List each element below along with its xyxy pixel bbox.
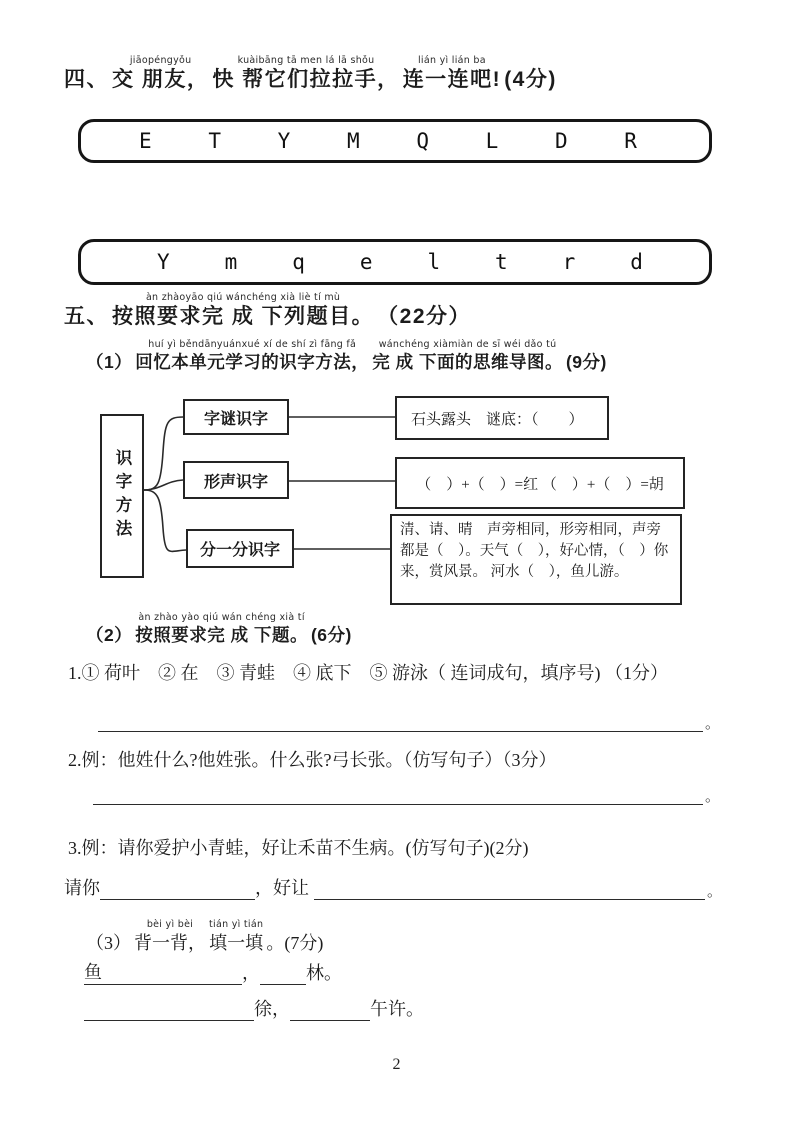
page-number: 2 xyxy=(392,1056,401,1073)
letter-upper: Q xyxy=(416,129,429,153)
part3-seg1 xyxy=(134,920,206,954)
part2-heading xyxy=(86,613,352,646)
part3-heading xyxy=(86,920,323,954)
mindmap-branch3-box xyxy=(186,529,294,568)
part1-heading xyxy=(86,340,607,373)
letter-lower: Y xyxy=(157,250,170,274)
hanzi: 完 成 下面的思维导图。 xyxy=(372,351,563,372)
pinyin: àn zhào yào qiú wán chéng xià tí xyxy=(138,612,305,623)
part2-item2: 2.例：他姓什么?他姓张。什么张?弓长张。（仿写句子）（3分） xyxy=(68,750,557,770)
letter-upper: Y xyxy=(277,129,291,153)
line2-end: 午许。 xyxy=(370,999,424,1019)
mindmap-answer1-box xyxy=(395,396,609,440)
letter-lower: m xyxy=(224,250,238,274)
branch1-label: 字谜识字 xyxy=(203,410,268,428)
line2-mid: 徐， xyxy=(254,999,290,1019)
section5-title xyxy=(64,293,471,329)
letter-upper: T xyxy=(208,129,221,153)
pinyin: wánchéng xiàmiàn de sī wéi dǎo tú xyxy=(378,339,557,350)
pinyin: bèi yì bèi xyxy=(146,919,194,930)
section4-title-seg2 xyxy=(212,56,399,92)
part3-line1 xyxy=(84,958,342,985)
period-mark: 。 xyxy=(704,716,720,732)
part2-fill-row xyxy=(64,874,722,900)
part1-seg1 xyxy=(135,340,369,373)
period-mark: 。 xyxy=(704,789,720,805)
line1-start: 鱼 xyxy=(84,958,102,985)
fill-prefix: 请你 xyxy=(64,878,100,898)
letter-upper: E xyxy=(139,129,152,153)
pinyin: huí yì běndānyuánxué xí de shí zì fāng fǎ xyxy=(148,339,357,350)
letter-lower: q xyxy=(292,250,305,274)
part2-seg xyxy=(135,613,308,646)
answer-blank-2 xyxy=(93,781,720,805)
answer-underline xyxy=(102,961,242,985)
part3-line2 xyxy=(84,995,424,1021)
part1-score: (9分) xyxy=(565,351,607,372)
letter-lower: r xyxy=(562,250,576,274)
section4-title xyxy=(64,56,557,92)
part3-score: 。(7分) xyxy=(266,932,324,953)
answer-underline xyxy=(93,781,703,805)
hanzi: 快 帮它们拉拉手， xyxy=(212,67,400,91)
answer-underline xyxy=(314,876,705,900)
answer-underline xyxy=(98,708,703,732)
mindmap-branch2-box xyxy=(183,461,289,499)
pinyin: jiāopéngyǒu xyxy=(129,55,192,66)
letter-lower: l xyxy=(427,250,441,274)
letter-upper: M xyxy=(346,129,360,153)
letter-lower: d xyxy=(630,250,643,274)
part2-number: （2） xyxy=(86,624,133,645)
answer3-text: 清、请、晴 声旁相同，形旁相同，声旁都是（ ）。天气（ ），好心情，（ ）你来，赏风景。 河水（ ），鱼儿游。 xyxy=(400,522,669,581)
mindmap-answer2-box xyxy=(395,457,685,509)
answer2-text: （ ）+（ ）=红 （ ）+（ ）=胡 xyxy=(416,476,664,493)
answer-underline xyxy=(100,876,255,900)
part2-item1: 1.① 荷叶 ② 在 ③ 青蛙 ④ 底下 ⑤ 游泳（ 连词成句，填序号) （1分） xyxy=(68,663,668,683)
mindmap-answer3-box xyxy=(390,514,682,605)
section4-title-seg1 xyxy=(112,56,209,92)
line1-comma: ， xyxy=(242,963,260,983)
letter-lower: t xyxy=(495,250,508,274)
lowercase-letters-box xyxy=(78,239,712,285)
pinyin: kuàibāng tā men lá lā shǒu xyxy=(237,55,375,66)
answer-underline xyxy=(84,997,254,1021)
section4-score: (4分) xyxy=(504,67,557,91)
hanzi: 回忆本单元学习的识字方法， xyxy=(135,351,370,372)
uppercase-letters-box xyxy=(78,119,712,163)
period-mark: 。 xyxy=(706,884,722,900)
part3-seg2 xyxy=(209,920,263,954)
section4-title-seg3 xyxy=(403,56,502,92)
part2-score: (6分) xyxy=(310,624,352,645)
answer-underline xyxy=(260,961,306,985)
mindmap-branch1-box xyxy=(183,399,289,435)
branch3-label: 分一分识字 xyxy=(199,542,280,559)
line1-end: 林。 xyxy=(306,963,342,983)
part1-number: （1） xyxy=(86,351,133,372)
section5-number: 五、 xyxy=(64,304,109,328)
hanzi: 按照要求完 成 下列题目。 xyxy=(112,304,375,328)
letter-upper: L xyxy=(485,129,499,153)
pinyin: tián yì tián xyxy=(209,919,264,930)
section5-title-seg xyxy=(112,293,374,329)
answer1-text: 石头露头 谜底：（ ） xyxy=(411,411,584,428)
letter-lower: e xyxy=(359,250,373,274)
part1-seg2 xyxy=(372,340,563,373)
hanzi: 交 朋友， xyxy=(112,67,210,91)
pinyin: àn zhàoyāo qiú wánchéng xià liè tí mù xyxy=(145,292,341,303)
section5-score: （22分） xyxy=(377,304,472,328)
hanzi: 填一填 xyxy=(209,932,264,953)
part2-item3: 3.例：请你爱护小青蛙，好让禾苗不生病。(仿写句子)(2分) xyxy=(68,838,529,858)
pinyin: lián yì lián ba xyxy=(417,55,486,66)
letter-upper: D xyxy=(554,129,568,153)
section4-number: 四、 xyxy=(64,67,109,91)
mindmap-root-box xyxy=(100,414,144,578)
branch2-label: 形声识字 xyxy=(203,473,268,491)
answer-underline xyxy=(290,997,370,1021)
hanzi: 按照要求完 成 下题。 xyxy=(135,624,308,645)
hanzi: 连一连吧! xyxy=(402,67,502,91)
hanzi: 背一背， xyxy=(134,932,206,953)
answer-blank-1 xyxy=(98,708,720,732)
mindmap-root-label: 识字方法 xyxy=(113,449,132,543)
letter-upper: R xyxy=(624,129,637,153)
part3-number: （3） xyxy=(86,932,131,953)
fill-middle: ，好让 xyxy=(255,878,314,898)
